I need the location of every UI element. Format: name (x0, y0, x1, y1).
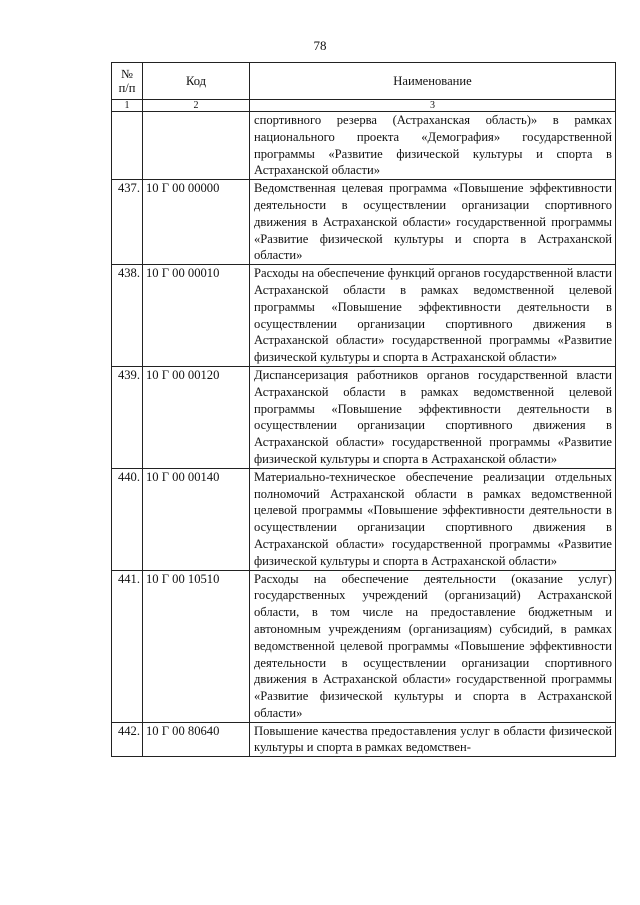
column-index: 2 (143, 100, 250, 112)
row-code (143, 112, 250, 180)
row-name: Материально-техническое обеспечение реализации отдельных полномочий Астраханской области в рамках ведомственной целевой программы «Повышение эффективности деятельности в осуществлении организации спортивного движения в Астраханской области» государственной программы «Развитие физической культуры и спорта в Астраханской области» (250, 468, 616, 570)
table-row (112, 265, 616, 367)
row-number: 442. (112, 722, 143, 757)
row-name: Диспансеризация работников органов государственной власти Астраханской области в рамках ведомственной целевой программы «Повышение эффективности деятельности в осуществлении организации спортивного движения в Астраханской области» государственной программы «Развитие физической культуры и спорта в Астраханской области» (250, 366, 616, 468)
table-row (112, 722, 616, 757)
row-code: 10 Г 00 00140 (143, 468, 250, 570)
row-code: 10 Г 00 80640 (143, 722, 250, 757)
row-number: 438. (112, 265, 143, 367)
row-name: Повышение качества предоставления услуг в области физической культуры и спорта в рамках ведомствен- (250, 722, 616, 757)
row-number (112, 112, 143, 180)
row-code: 10 Г 00 10510 (143, 570, 250, 722)
row-number: 437. (112, 180, 143, 265)
row-name: Расходы на обеспечение функций органов государственной власти Астраханской области в рамках ведомственной целевой программы «Повышение эффективности деятельности в осуществлении организации спортивного движения в Астраханской области» государственной программы «Развитие физической культуры и спорта в Астраханской области» (250, 265, 616, 367)
row-name: Ведомственная целевая программа «Повышение эффективности деятельности в осуществлении организации спортивного движения в Астраханской области» государственной программы «Развитие физической культуры и спорта в Астраханской области» (250, 180, 616, 265)
row-code: 10 Г 00 00010 (143, 265, 250, 367)
table-row (112, 570, 616, 722)
row-code: 10 Г 00 00120 (143, 366, 250, 468)
header-name: Наименование (250, 63, 616, 100)
page-number: 78 (313, 38, 327, 53)
table-row (112, 468, 616, 570)
table-row (112, 112, 616, 180)
row-name: спортивного резерва (Астраханская область)» в рамках национального проекта «Демография» государственной программы «Развитие физической культуры и спорта в Астраханской области» (250, 112, 616, 180)
row-code: 10 Г 00 00000 (143, 180, 250, 265)
row-number: 441. (112, 570, 143, 722)
table-row (112, 180, 616, 265)
column-index: 1 (112, 100, 143, 112)
table-row (112, 366, 616, 468)
header-row (112, 63, 616, 100)
header-number: № п/п (112, 63, 143, 100)
column-index: 3 (250, 100, 616, 112)
column-index-row (112, 100, 616, 112)
header-code: Код (143, 63, 250, 100)
row-number: 440. (112, 468, 143, 570)
budget-code-table (111, 62, 616, 757)
row-number: 439. (112, 366, 143, 468)
row-name: Расходы на обеспечение деятельности (оказание услуг) государственных учреждений (организаций) Астраханской области, в том числе на предоставление бюджетным и автономным учреждениям (организациям) субсидий, в рамках ведомственной целевой программы «Повышение эффективности деятельности в осуществлении организации спортивного движения в Астраханской области» государственной программы «Развитие физической культуры и спорта в Астраханской области» (250, 570, 616, 722)
